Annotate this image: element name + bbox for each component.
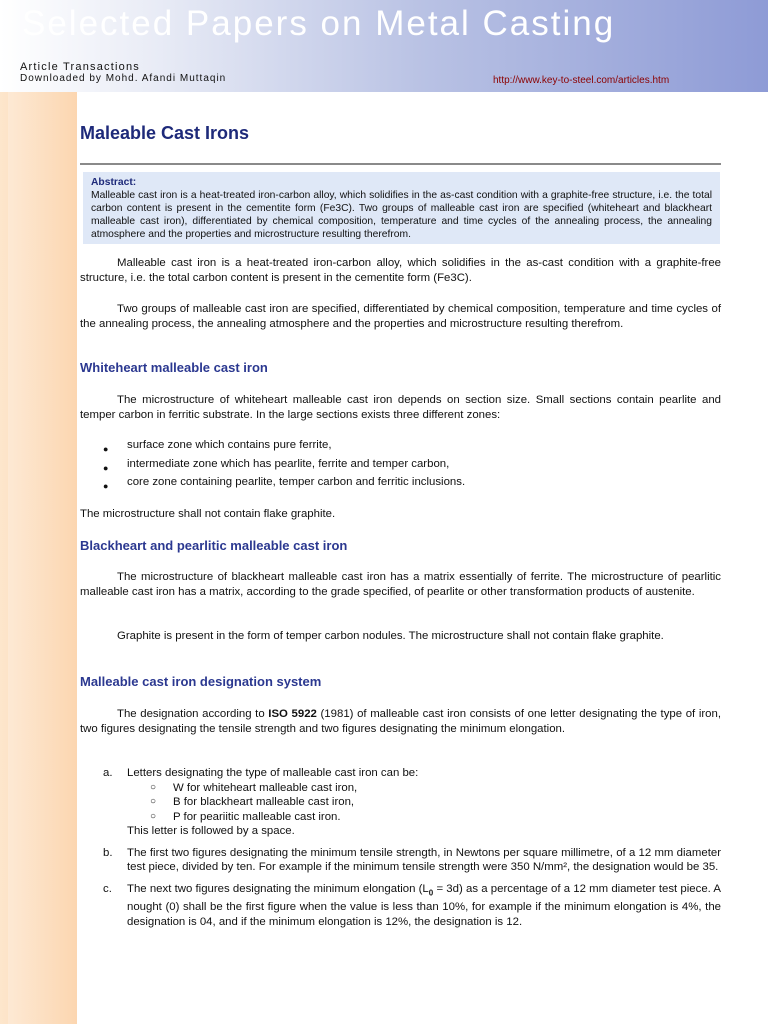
heading-blackheart: Blackheart and pearlitic malleable cast iron: [80, 538, 348, 553]
iso-standard: ISO 5922: [268, 708, 317, 720]
title-divider: [80, 163, 721, 165]
header-title: Selected Papers on Metal Casting: [22, 4, 616, 43]
bullet-dot-icon: ●: [103, 444, 109, 454]
bullet-item: ● intermediate zone which has pearlite, ferrite and temper carbon,: [80, 457, 465, 476]
abstract-box: [83, 172, 720, 244]
paragraph-6: Graphite is present in the form of temper carbon nodules. The microstructure shall not contain flake graphite.: [117, 630, 664, 642]
list-marker: a.: [103, 767, 113, 779]
header-subtitle: Article Transactions: [20, 61, 140, 73]
header-download-credit: Downloaded by Mohd. Afandi Muttaqin: [20, 73, 227, 84]
left-decorative-band: [0, 0, 77, 1024]
list-marker: c.: [103, 882, 112, 895]
circle-bullet-icon: ○: [150, 796, 157, 807]
circle-bullet-icon: ○: [150, 781, 157, 793]
list-item-a: a. Letters designating the type of malleable cast iron can be: ○ W for whiteheart malleable cast iron, ○ B for blackheart malleable cast iron, ○ P for peariitic malleable cast iron. This letter is followed by a space.: [80, 766, 721, 839]
bullet-item: ● surface zone which contains pure ferrite,: [80, 438, 465, 457]
paragraph-7: The designation according to ISO 5922 (1981) of malleable cast iron consists of one letter designating the type of iron, two figures designating the tensile strength and two figures designating the minimum elongation.: [80, 708, 721, 735]
paragraph-4: The microstructure shall not contain flake graphite.: [80, 508, 336, 520]
paragraph-5: The microstructure of blackheart malleable cast iron has a matrix essentially of ferrite. The microstructure of pearlitic malleable cast iron has a matrix, according to the grade specified, of pearlite or other transformation products of austenite.: [80, 571, 721, 598]
list-item-b: b. The first two figures designating the minimum tensile strength, in Newtons per square millimetre, of a 12 mm diameter test piece, divided by ten. For example if the minimum tensile strength were 350 N/mm², the designation would be 35.: [103, 846, 721, 873]
sub-item: ○ B for blackheart malleable cast iron,: [150, 796, 355, 808]
article-title: Maleable Cast Irons: [80, 123, 250, 143]
heading-designation: Malleable cast iron designation system: [80, 674, 322, 689]
left-band-inner: [8, 0, 77, 1024]
heading-whiteheart: Whiteheart malleable cast iron: [80, 360, 268, 375]
designation-list: [80, 766, 721, 929]
abstract-label: Abstract:: [91, 177, 137, 188]
page-header: [0, 0, 768, 92]
abstract-text: Malleable cast iron is a heat-treated iron-carbon alloy, which solidifies in the as-cast condition with a graphite-free structure, i.e. the total carbon content is present in the cementite form (Fe3C). Two groups of malleable cast iron are specified (whiteheart and blackheart malleable cast iron), differentiated by chemical composition, temperature and time cycles of the annealing process, the annealing atmosphere and the properties and microstructure resulting therefrom.: [91, 190, 712, 240]
paragraph-2: Two groups of malleable cast iron are specified, differentiated by chemical composition, temperature and time cycles of the annealing process, the annealing atmosphere and the properties and microstructure resulting therefrom.: [80, 303, 721, 330]
list-item-c: c. The next two figures designating the minimum elongation $(L_0 = 3d)$ as a percentage of a 12 mm diameter test piece. A nought (0) shall be the first figure when the value is less than 10%, for example if the minimum elongation is 4%, the designation is 04, and if the minimum elongation is 12%, the designation is 12.: [103, 882, 722, 928]
bullet-dot-icon: ●: [103, 481, 109, 491]
sub-item: ○ W for whiteheart malleable cast iron,: [150, 781, 358, 794]
sub-item: ○ P for peariitic malleable cast iron.: [150, 810, 341, 823]
list-marker: b.: [103, 846, 113, 859]
header-url-link[interactable]: http://www.key-to-steel.com/articles.htm: [493, 75, 670, 86]
circle-bullet-icon: ○: [150, 810, 157, 822]
bullet-item: ● core zone containing pearlite, temper carbon and ferritic inclusions.: [80, 475, 465, 494]
bullet-dot-icon: ●: [103, 462, 109, 473]
paragraph-3: The microstructure of whiteheart malleable cast iron depends on section size. Small sections contain pearlite and temper carbon in ferritic substrate. In the large sections exists three different zones:: [80, 394, 721, 421]
paragraph-1: Malleable cast iron is a heat-treated iron-carbon alloy, which solidifies in the as-cast condition with a graphite-free structure, i.e. the total carbon content is present in the cementite form (Fe3C).: [80, 257, 721, 284]
